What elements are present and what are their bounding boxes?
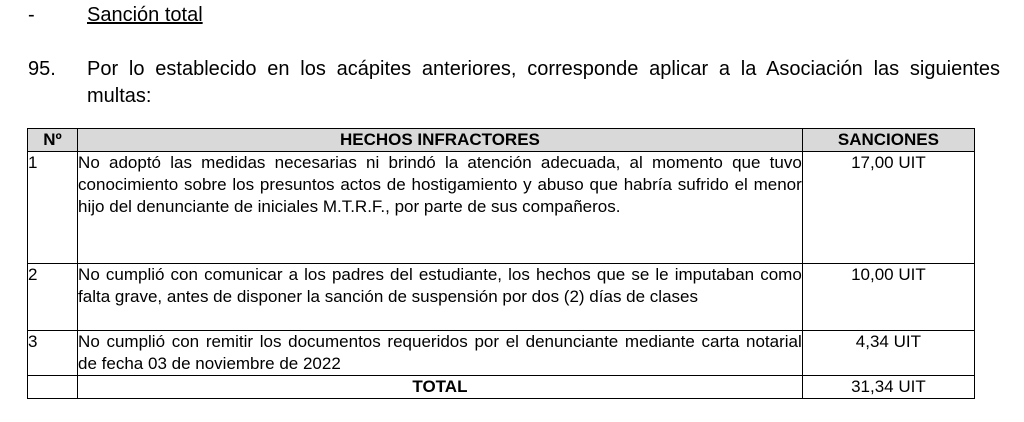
table-header-row (28, 129, 975, 152)
paragraph-number: 95. (28, 58, 56, 80)
table-row (28, 152, 975, 264)
header-sanciones: SANCIONES (802, 129, 974, 152)
row-number: 3 (28, 331, 78, 376)
row-description: No cumplió con comunicar a los padres del estudiante, los hechos que se le imputaban como falta grave, antes de disponer la sanción de suspensión por dos (2) días de clases (78, 264, 803, 331)
row-description: No cumplió con remitir los documentos requeridos por el denunciante mediante carta notarial de fecha 03 de noviembre de 2022 (78, 331, 803, 376)
heading-title: Sanción total (87, 4, 203, 26)
total-empty-cell (28, 376, 78, 399)
row-description: No adoptó las medidas necesarias ni brindó la atención adecuada, al momento que tuvo conocimiento sobre los presuntos actos de hostigamiento y abuso que habría sufrido el menor hijo del denunciante de iniciales M.T.R.F., por parte de sus compañeros. (78, 152, 803, 264)
row-number: 1 (28, 152, 78, 264)
header-number: Nº (28, 129, 78, 152)
table-row (28, 331, 975, 376)
total-label: TOTAL (78, 376, 803, 399)
header-hechos-infractores: HECHOS INFRACTORES (78, 129, 803, 152)
row-sanction: 17,00 UIT (802, 152, 974, 264)
paragraph-text: Por lo establecido en los acápites anteriores, corresponde aplicar a la Asociación las siguientes multas: (87, 58, 1000, 107)
row-number: 2 (28, 264, 78, 331)
total-row (28, 376, 975, 399)
table-row (28, 264, 975, 331)
fines-table (27, 128, 975, 399)
row-sanction: 10,00 UIT (802, 264, 974, 331)
heading-dash: - (28, 4, 35, 26)
row-sanction: 4,34 UIT (802, 331, 974, 376)
total-value: 31,34 UIT (802, 376, 974, 399)
